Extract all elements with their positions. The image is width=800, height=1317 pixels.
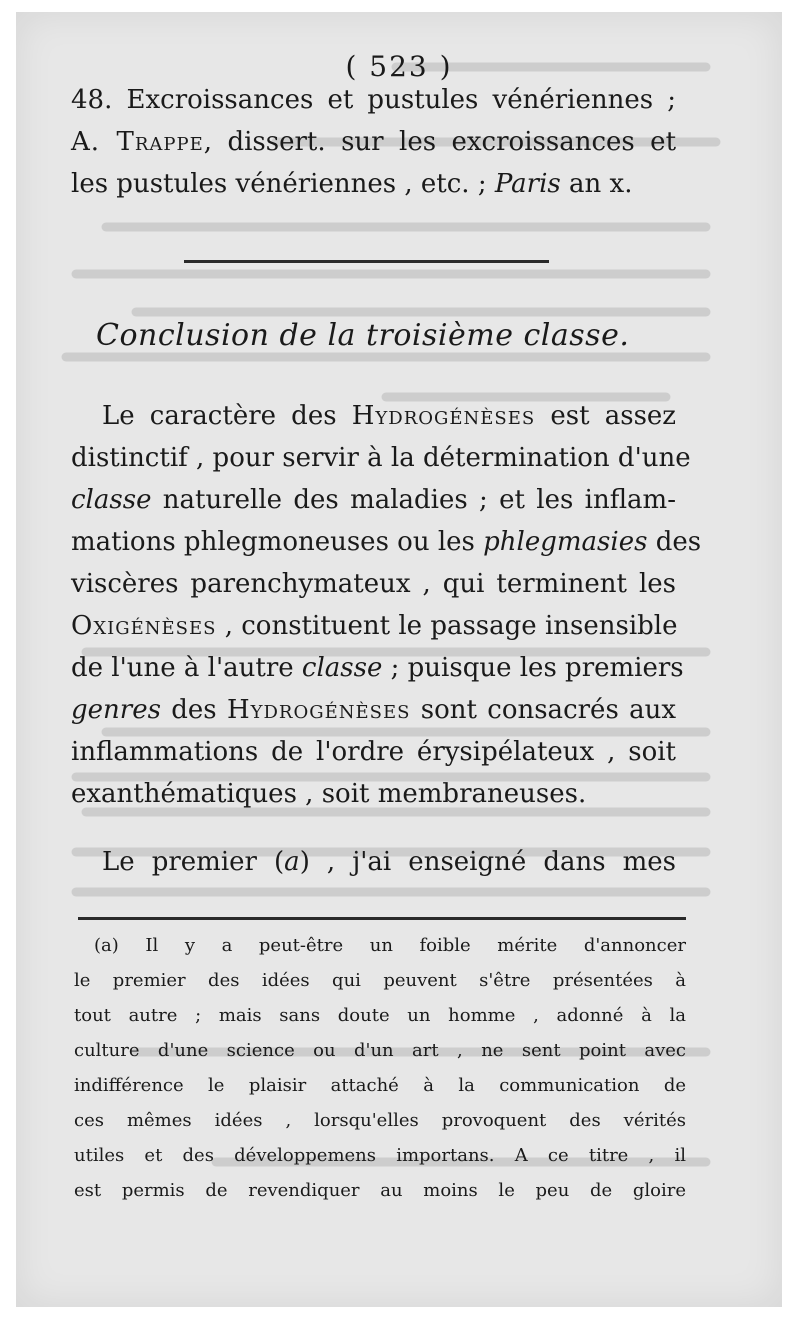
term: phlegmasies [483,527,648,557]
city-name: Paris [494,169,561,199]
term: classe [71,485,152,515]
body-line-10 [71,778,676,810]
body-text: Le caractère des [102,401,352,431]
footnote-marker: a [284,847,300,877]
page-text [16,12,782,1307]
footnote-line-5: indifférence le plaisir attaché à la communication de [74,1075,686,1096]
term: Hydrogénèses [226,695,411,725]
body-text: sont consacrés aux [410,695,677,725]
entry-line-2 [71,126,676,158]
footnote-line-7: utiles et des développemens importans. A ce titre , il [74,1145,686,1166]
body-text: viscères parenchymateux , qui terminent les [71,569,676,599]
entry-text: 48. Excroissances et pustules vénériennes ; [71,85,676,115]
entry-line-1 [71,84,676,116]
term: genres [71,695,161,725]
book-page [16,12,782,1307]
footnote-line-1: (a) Il y a peut-être un foible mérite d'annoncer [94,935,686,956]
body-line-4 [71,526,702,558]
body-line-8 [71,694,676,726]
section-heading: Conclusion de la troisième classe. [96,318,630,353]
page-number: ( 523 ) [345,50,453,83]
entry-text: les pustules vénériennes , etc. ; [71,169,495,199]
footnote-line-2: le premier des idées qui peuvent s'être présentées à [74,970,686,991]
body-text: des [160,695,227,725]
body-text: exanthématiques , soit membraneuses. [71,779,587,809]
body-text: des [647,527,702,557]
body-text: de l'une à l'autre [71,653,302,683]
entry-text: an x. [560,169,633,199]
body-line-2 [71,442,691,474]
section-rule [184,260,549,263]
body-text: naturelle des maladies ; et les inflam- [151,485,676,515]
body-line-1 [102,400,676,432]
body-text: ) , j'ai enseigné dans mes [299,847,676,877]
body-text: inflammations de l'ordre érysipélateux , soit [71,737,676,767]
body-text: Le premier ( [102,847,285,877]
footnote-line-6: ces mêmes idées , lorsqu'elles provoquent des vérités [74,1110,686,1131]
footnote-line-4: culture d'une science ou d'un art , ne sent point avec [74,1040,686,1061]
entry-text: , dissert. sur les excroissances et [203,127,677,157]
entry-line-3 [71,168,676,200]
footnote-line-3: tout autre ; mais sans doute un homme , adonné à la [74,1005,686,1026]
body-line-11 [102,846,676,878]
body-text: ; puisque les premiers [382,653,684,683]
body-text: est assez [535,401,677,431]
body-text: distinctif , pour servir à la détermination d'une [71,443,691,473]
body-line-6 [71,610,676,642]
footnote-line-8: est permis de revendiquer au moins le peu de gloire [74,1180,686,1201]
author-name: A. Trappe [71,127,204,157]
term: classe [301,653,383,683]
term: Oxigénèses [71,611,217,641]
term: Hydrogénèses [351,401,536,431]
body-line-7 [71,652,684,684]
body-line-3 [71,484,676,516]
body-text: , constituent le passage insensible [216,611,678,641]
body-text: mations phlegmoneuses ou les [71,527,484,557]
body-line-9 [71,736,676,768]
footnote-rule [78,917,686,920]
body-line-5 [71,568,676,600]
